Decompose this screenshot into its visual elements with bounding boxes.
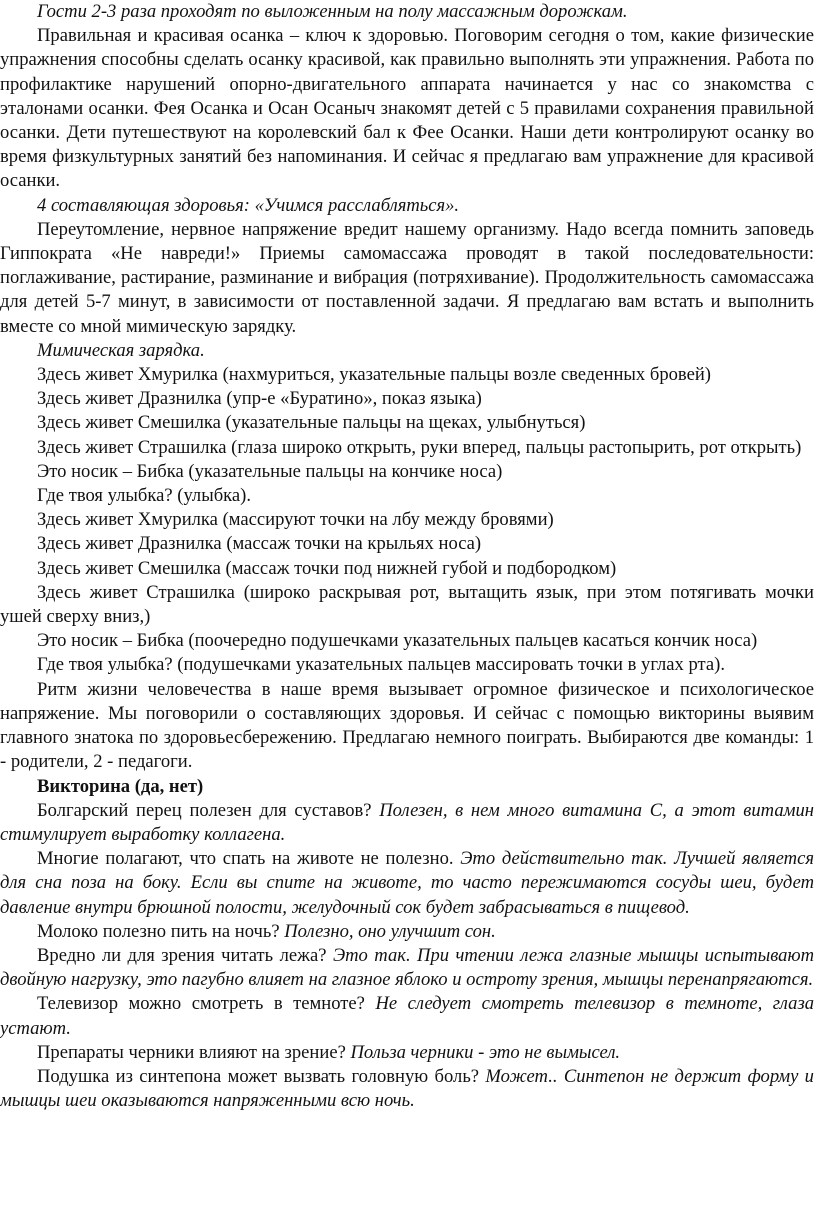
paragraph [0, 484, 814, 508]
text-run: Где твоя улыбка? (подушечками указательных пальцев массировать точки в углах рта). [37, 654, 726, 676]
text-run: Здесь живет Страшилка (широко раскрывая рот, вытащить язык, при этом потягивать мочки ушей сверху вниз,) [0, 581, 814, 628]
answer-text: Польза черники - это не вымысел. [350, 1041, 621, 1063]
text-run: Ритм жизни человечества в наше время вызывает огромное физическое и психологическое напряжение. Мы поговорили о составляющих здоровья. И сейчас с помощью викторины выявим главного знатока по здоровьесбережению. Предлагаю немного поиграть. Выбираются две команды: 1 - родители, 2 - педагоги. [0, 678, 814, 773]
paragraph [0, 1065, 814, 1113]
text-run: Вредно ли для зрения читать лежа? [37, 944, 333, 966]
section-heading [0, 775, 814, 799]
text-run: Телевизор можно смотреть в темноте? [37, 993, 376, 1015]
paragraph [0, 944, 814, 992]
paragraph [0, 847, 814, 920]
text-run: Мимическая зарядка. [37, 339, 205, 361]
paragraph [0, 508, 814, 532]
paragraph [0, 387, 814, 411]
paragraph [0, 1041, 814, 1065]
text-run: Это носик – Бибка (поочередно подушечками указательных пальцев касаться кончик носа) [37, 630, 758, 652]
italic-paragraph [0, 0, 814, 24]
text-run: Здесь живет Дразнилка (массаж точки на крыльях носа) [37, 533, 482, 555]
paragraph [0, 653, 814, 677]
text-run: Это носик – Бибка (указательные пальцы на кончике носа) [37, 460, 503, 482]
text-run: Здесь живет Дразнилка (упр-е «Буратино», показ языка) [37, 388, 482, 410]
answer-text: Полезно, оно улучшит сон. [284, 920, 496, 942]
text-run: Подушка из синтепона может вызвать головную боль? [37, 1065, 486, 1087]
text-run: Викторина (да, нет) [37, 775, 204, 797]
text-run: Переутомление, нервное напряжение вредит нашему организму. Надо всегда помнить заповедь Гиппократа «Не навреди!» Приемы самомассажа проводят в такой последовательности: поглаживание, растирание, разминание и вибрация (потряхивание). Продолжительность самомассажа для детей 5-7 минут, в зависимости от поставленной задачи. Я предлагаю вам встать и выполнить вместе со мной мимическую зарядку. [0, 218, 814, 337]
paragraph [0, 629, 814, 653]
italic-paragraph [0, 194, 814, 218]
paragraph [0, 557, 814, 581]
text-run: Здесь живет Смешилка (массаж точки под нижней губой и подбородком) [37, 557, 617, 579]
paragraph [0, 532, 814, 556]
text-run: Молоко полезно пить на ночь? [37, 920, 285, 942]
answer-text: Может.. Синтепон не держит форму и мышцы шеи оказываются напряженными всю ночь. [0, 1065, 814, 1112]
paragraph [0, 363, 814, 387]
paragraph [0, 460, 814, 484]
paragraph [0, 992, 814, 1040]
paragraph [0, 920, 814, 944]
text-run: Гости 2-3 раза проходят по выложенным на полу массажным дорожкам. [37, 1, 628, 22]
italic-paragraph [0, 339, 814, 363]
paragraph [0, 436, 814, 460]
text-run: 4 составляющая здоровья: «Учимся расслабляться». [37, 194, 460, 216]
text-run: Здесь живет Смешилка (указательные пальцы на щеках, улыбнуться) [37, 412, 586, 434]
text-run: Препараты черники влияют на зрение? [37, 1041, 351, 1063]
paragraph [0, 581, 814, 629]
paragraph [0, 799, 814, 847]
paragraph [0, 411, 814, 435]
text-run: Здесь живет Хмурилка (нахмуриться, указательные пальцы возле сведенных бровей) [37, 364, 711, 386]
text-run: Многие полагают, что спать на животе не полезно. [37, 848, 461, 870]
text-run: Правильная и красивая осанка – ключ к здоровью. Поговорим сегодня о том, какие физические упражнения способны сделать осанку красивой, как правильно выполнять эти упражнения. Работа по профилактике нарушений опорно-двигательного аппарата начинается у нас со знакомства с эталонами осанки. Фея Осанка и Осан Осаныч знакомят детей с 5 правилами сохранения правильной осанки. Дети путешествуют на королевский бал к Фее Осанки. Наши дети контролируют осанку во время физкультурных занятий без напоминания. И сейчас я предлагаю вам упражнение для красивой осанки. [0, 25, 814, 192]
answer-text: Это действительно так. Лучшей является для сна поза на боку. Если вы спите на животе, то часто пережимаются сосуды шеи, будет давление внутри брюшной полости, желудочный сок будет забрасываться в пищевод. [0, 848, 814, 918]
text-run: Здесь живет Страшилка (глаза широко открыть, руки вперед, пальцы растопырить, рот открыть) [37, 436, 802, 458]
paragraph [0, 24, 814, 193]
text-run: Здесь живет Хмурилка (массируют точки на лбу между бровями) [37, 509, 554, 531]
paragraph [0, 218, 814, 339]
answer-text: Не следует смотреть телевизор в темноте, глаза устают. [0, 993, 814, 1039]
text-run: Где твоя улыбка? (улыбка). [37, 485, 251, 507]
answer-text: Это так. При чтении лежа глазные мышцы испытывают двойную нагрузку, это пагубно влияет на глазное яблоко и остроту зрения, мышцы перенапрягаются. [0, 944, 815, 991]
paragraph [0, 678, 814, 775]
answer-text: Полезен, в нем много витамина С, а этот витамин стимулирует выработку коллагена. [0, 799, 814, 845]
text-run: Болгарский перец полезен для суставов? [37, 799, 380, 821]
